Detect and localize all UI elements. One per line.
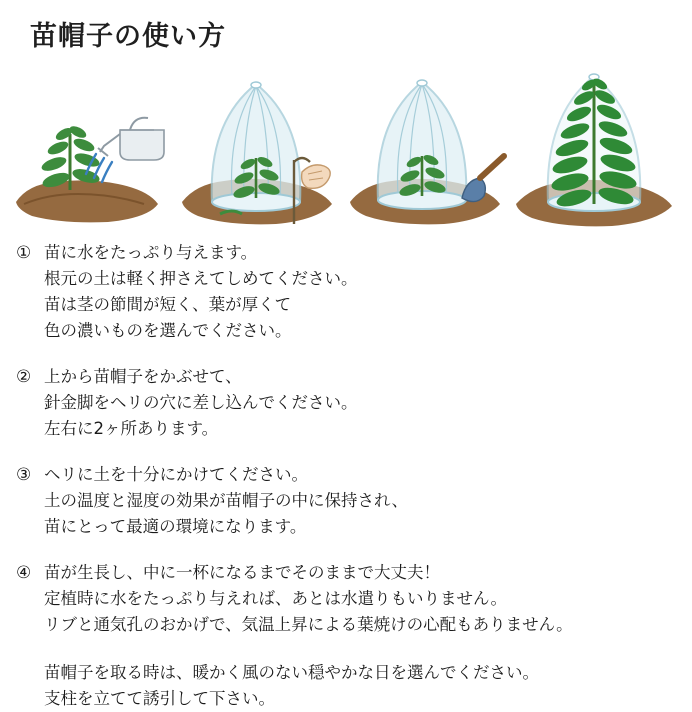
step-1-line-1: 苗に水をたっぷり与えます。 (44, 243, 258, 262)
step-4 (0, 560, 692, 638)
step-4-lines (44, 560, 682, 638)
step-1-line-2: 根元の土は軽く押さえてしめてください。 (44, 269, 358, 288)
panel-cover-soil (344, 52, 514, 234)
step-2-line-3: 左右に2ヶ所あります。 (44, 419, 219, 438)
step-3 (0, 462, 692, 540)
panel-place-cloche-svg (176, 52, 346, 234)
step-4-number: ④ (16, 563, 32, 583)
step-3-line-2: 土の温度と湿度の効果が苗帽子の中に保持され、 (44, 491, 408, 510)
hand-icon (302, 165, 331, 188)
step-3-number: ③ (16, 465, 32, 485)
panel-place-cloche (176, 52, 346, 234)
step-1 (0, 240, 692, 344)
step-3-line-1: ヘリに土を十分にかけてください。 (44, 465, 308, 484)
watering-can-icon (98, 118, 164, 160)
step-2-line-2: 針金脚をヘリの穴に差し込んでください。 (44, 393, 358, 412)
illustration-strip (0, 52, 692, 234)
panel-watering-seedling-svg (8, 52, 178, 234)
step-4-line-3: リブと通気孔のおかげで、気温上昇による葉焼けの心配もありません。 (44, 615, 573, 634)
step-1-lines (44, 240, 682, 344)
step-2-number: ② (16, 367, 32, 387)
step-1-line-3: 苗は茎の節間が短く、葉が厚くて (44, 295, 292, 314)
steps-list (0, 240, 692, 712)
step-2 (0, 364, 692, 442)
step-3-line-3: 苗にとって最適の環境になります。 (44, 517, 307, 536)
page-title: 苗帽子の使い方 (30, 21, 226, 52)
step-4-line-2: 定植時に水をたっぷり与えれば、あとは水遣りもいりません。 (44, 589, 507, 608)
step-2-lines (44, 364, 682, 442)
closing-line-1: 苗帽子を取る時は、暖かく風のない穏やかな日を選んでください。 (44, 663, 539, 682)
step-3-lines (44, 462, 682, 540)
closing-line-2: 支柱を立てて誘引して下さい。 (44, 689, 275, 708)
panel-cover-soil-svg (344, 52, 514, 234)
step-1-number: ① (16, 243, 32, 263)
step-2-line-1: 上から苗帽子をかぶせて、 (44, 367, 242, 386)
step-4-line-1: 苗が生長し、中に一杯になるまでそのままで大丈夫！ (44, 563, 440, 582)
panel-grown-plant-svg (512, 52, 682, 234)
panel-watering-seedling (8, 52, 178, 234)
panel-grown-plant (512, 52, 682, 234)
step-1-line-4: 色の濃いものを選んでください。 (44, 321, 292, 340)
trowel-icon (462, 156, 504, 202)
closing-note (0, 660, 692, 712)
